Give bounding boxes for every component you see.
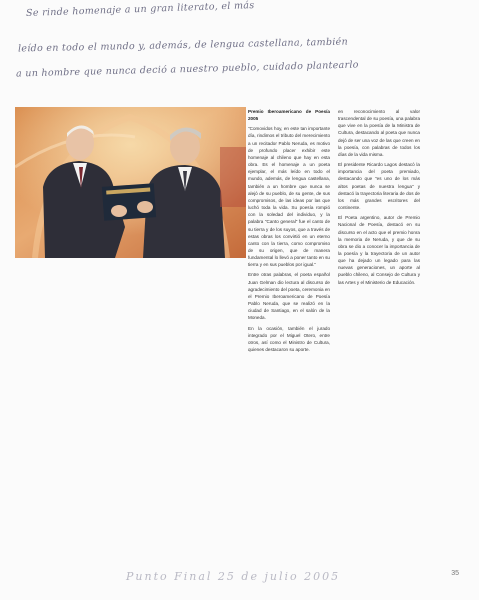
article-paragraph: "Comovidos hoy, en este tan importante día, rindimos el tributo del merecimiento a un recitador Pablo Neruda, es motivo de profundo placer exhibir este homenaje al chileno que hay en esta obra. Es el homenaje a un poeta ejemplar, el más leído en todo el mundo, además, de lengua castellana, también a un hombre que nunca se alejó de su pueblo, de su gente, de sus compromisos, de las ideas por las que luchó toda la vida. Su poesía rompió con la soledad del individuo, y la palabra "Canto general" fue el canto de su tierra y de los suyos, que a través de estas obras los convirtió en un eterno canto con la tierra, como compromiso de su origen, que de manera fundamental lo llevó a poner tanto en su tierra y en sus pueblos por igual." xyxy=(248,126,330,268)
article-column-1 xyxy=(248,108,330,548)
page-number: 35 xyxy=(451,570,459,577)
award-ceremony-photo xyxy=(15,107,246,258)
article-heading: Premio Iberoamericano de Poesía 2005 xyxy=(248,109,330,122)
article-paragraph: El presidente Ricardo Lagos destacó la importancia del poeta premiado, destacando que "es uno de los más altos poetas de nuestra lengua" y destacó la trayectoria literaria de dos de los más grandes escritores del continente. xyxy=(338,162,420,211)
article-paragraph: En la ocasión, también el jurado integrado por el Miguel Otero, entre otros, así como el Ministro de Cultura, quienes destacaron su aporte. xyxy=(248,325,330,352)
handwritten-line-2: leído en todo el mundo y, además, de lengua castellana, también xyxy=(17,36,349,55)
article-paragraph: Entre otras palabras, el poeta español Juan Gelman dio lectura al discurso de agradecimiento del poeta, ceremonia en el Premio Iberoamericano de Poesía Pablo Neruda, que se realizó en la ciudad de Santiago, en el salón de la Moneda. xyxy=(248,272,330,321)
handwritten-line-3: a un hombre que nunca deció a nuestro pueblo, cuidado plantearlo xyxy=(15,59,359,80)
article-paragraph: en reconocimiento al valor trascendental de su poesía, una palabra que vive en la poesía de la Ministra de Cultura, destacando al poeta que nunca dejó de ser una voz de las que creen en la poesía, con palabras de todos los días de la vida misma. xyxy=(338,109,420,157)
handwritten-line-1: Se rinde homenaje a un gran literato, el más xyxy=(25,0,255,19)
photo-illustration xyxy=(15,107,246,258)
article-paragraph: El Poeta argentino, autor de Premio Nacional de Poesía, destacó en su discurso en el acto que el premio honra la memoria de Neruda, y que de su obra se dio a conocer la importancia de la poesía y la trayectoria de un autor que ha dejado un legado para las nuevas generaciones, un aporte al pueblo chileno, al Consejo de Cultura y las Artes y el Ministerio de Educación. xyxy=(338,215,420,285)
handwritten-source-note: Punto Final 25 de julio 2005 xyxy=(126,570,341,583)
article-column-2 xyxy=(338,108,420,528)
